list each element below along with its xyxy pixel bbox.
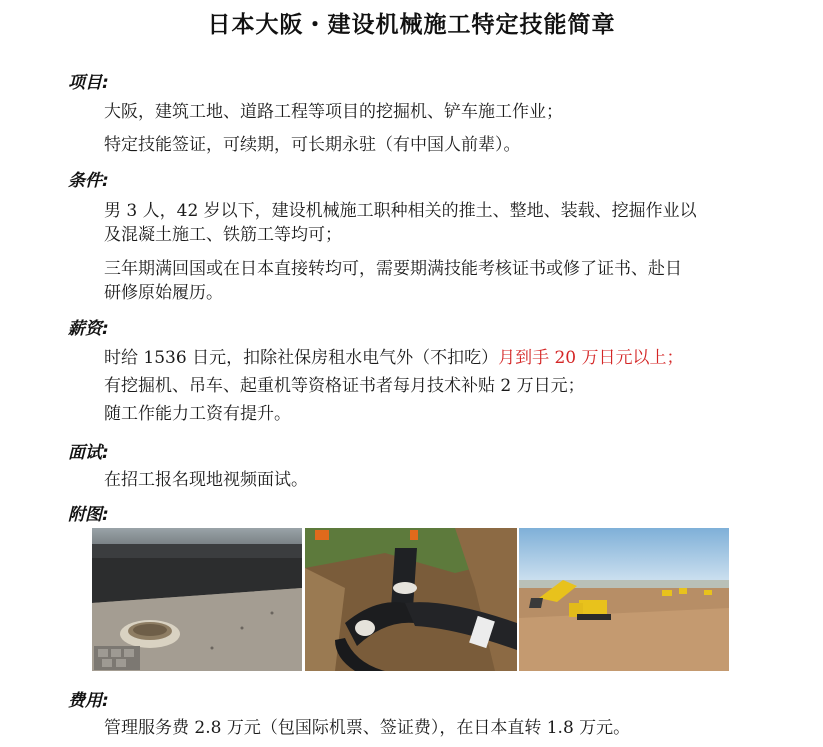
salary-line-3: 随工作能力工资有提升。	[104, 404, 291, 424]
salary-line-1	[104, 346, 684, 370]
section-heading-project: 项目:	[68, 73, 109, 93]
page-title: 日本大阪・建设机械施工特定技能简章	[207, 12, 616, 38]
salary-line-2: 有挖掘机、吊车、起重机等资格证书者每月技术补贴 2 万日元；	[104, 376, 585, 396]
photo-manhole	[92, 528, 302, 671]
section-heading-fees: 费用:	[68, 691, 109, 711]
conditions-line-4: 研修原始履历。	[104, 283, 223, 303]
conditions-line-3: 三年期满回国或在日本直接转均可，需要期满技能考核证书或修了证书、赴日	[104, 259, 682, 279]
photo-trench-pipes	[305, 528, 517, 671]
section-heading-interview: 面试:	[68, 443, 109, 463]
section-heading-conditions: 条件:	[68, 171, 109, 191]
project-line-1: 大阪，建筑工地、道路工程等项目的挖掘机、铲车施工作业；	[104, 102, 563, 122]
salary-line-1-text: 时给 1536 日元，扣除社保房租水电气外（不扣吃）	[104, 348, 499, 368]
section-heading-photos: 附图:	[68, 505, 109, 525]
interview-line-1: 在招工报名现地视频面试。	[104, 470, 308, 490]
section-heading-salary: 薪资:	[68, 319, 109, 339]
fees-line-1: 管理服务费 2.8 万元（包国际机票、签证费），在日本直转 1.8 万元。	[104, 718, 631, 738]
salary-highlight: 月到手 20 万日元以上；	[498, 348, 684, 368]
conditions-line-1: 男 3 人，42 岁以下，建设机械施工职种相关的推土、整地、装载、挖掘作业以	[104, 201, 697, 221]
photo-excavator	[519, 528, 729, 671]
conditions-line-2: 及混凝土施工、铁筋工等均可；	[104, 225, 342, 245]
project-line-2: 特定技能签证，可续期，可长期永驻（有中国人前辈）。	[104, 135, 521, 155]
